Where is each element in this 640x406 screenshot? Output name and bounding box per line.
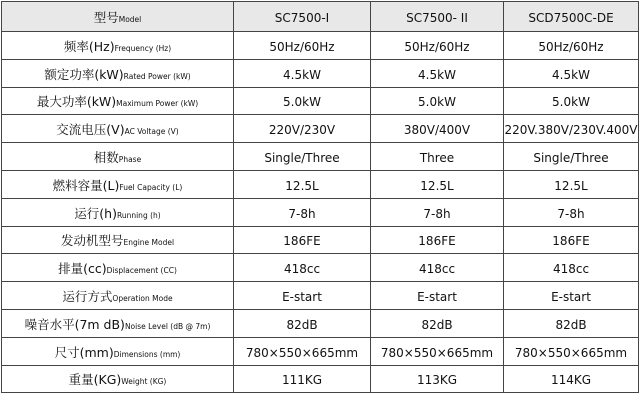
spec-value: 50Hz/60Hz: [538, 39, 604, 54]
spec-label-zh: 尺寸(mm): [54, 344, 114, 360]
spec-value-cell: [504, 365, 639, 393]
spec-value-cell: [234, 170, 371, 198]
spec-value-cell: [504, 143, 639, 171]
spec-value: 380V/400V: [403, 123, 471, 138]
spec-label-en: Weight (KG): [121, 377, 167, 387]
spec-value-cell: [371, 170, 504, 198]
spec-label-zh: 排量(cc): [58, 261, 107, 277]
spec-value-cell: [371, 198, 504, 226]
spec-value-cell: [371, 32, 504, 60]
spec-value-cell: [371, 143, 504, 171]
spec-value: 4.5kW: [418, 67, 456, 82]
spec-label-cell: [2, 226, 234, 254]
spec-value: 82dB: [555, 317, 587, 332]
table-row: [2, 198, 639, 226]
spec-value-cell: [504, 59, 639, 87]
spec-value: Three: [419, 151, 455, 166]
spec-label-zh: 重量(KG): [68, 372, 122, 388]
spec-label-en: AC Voltage (V): [124, 127, 179, 137]
spec-value-cell: [234, 59, 371, 87]
spec-value: 780×550×665mm: [514, 345, 628, 360]
spec-value: 418cc: [283, 262, 321, 277]
spec-label-cell: [2, 282, 234, 310]
spec-value: 114KG: [550, 373, 592, 388]
header-model-2: [371, 2, 504, 32]
spec-value-cell: [371, 309, 504, 337]
spec-value-cell: [371, 254, 504, 282]
model-name: SCD7500C-DE: [528, 11, 614, 25]
spec-label-zh: 发动机型号: [60, 233, 124, 249]
spec-value: 780×550×665mm: [245, 345, 359, 360]
table-row: [2, 59, 639, 87]
model-name: SC7500-I: [274, 11, 330, 25]
spec-value-cell: [234, 254, 371, 282]
spec-value: 186FE: [283, 234, 321, 249]
spec-value: 780×550×665mm: [380, 345, 494, 360]
spec-label-cell: [2, 309, 234, 337]
spec-value-cell: [371, 115, 504, 143]
spec-value-cell: [234, 282, 371, 310]
spec-value-cell: [504, 282, 639, 310]
spec-label-en: Noise Level (dB @ 7m): [124, 321, 211, 331]
model-name: SC7500- II: [406, 11, 468, 25]
spec-value: 82dB: [286, 317, 318, 332]
spec-label-zh: 相数: [93, 150, 119, 166]
header-model-3: [504, 2, 639, 32]
spec-label-cell: [2, 59, 234, 87]
spec-value-cell: [371, 226, 504, 254]
spec-label-cell: [2, 365, 234, 393]
spec-label-en: Maximum Power (kW): [116, 99, 199, 109]
spec-value: 5.0kW: [418, 95, 456, 110]
table-row: [2, 309, 639, 337]
spec-value-cell: [371, 337, 504, 365]
spec-value: 50Hz/60Hz: [269, 39, 335, 54]
spec-value-cell: [234, 198, 371, 226]
table-row: [2, 143, 639, 171]
spec-label-zh: 噪音水平(7m dB): [24, 316, 125, 332]
spec-value: 12.5L: [554, 178, 588, 193]
spec-value: 418cc: [418, 262, 456, 277]
spec-value: 82dB: [421, 317, 453, 332]
table-row: [2, 365, 639, 393]
spec-value: 220V/230V: [268, 123, 336, 138]
spec-label-en: Running (h): [116, 210, 161, 220]
spec-label-cell: [2, 198, 234, 226]
spec-value: 4.5kW: [283, 67, 321, 82]
spec-value-cell: [371, 282, 504, 310]
spec-value-cell: [504, 170, 639, 198]
spec-value: 7-8h: [423, 206, 451, 221]
spec-value-cell: [371, 87, 504, 115]
spec-value-cell: [504, 254, 639, 282]
spec-value: 220V.380V/230V.400V: [504, 123, 638, 138]
spec-value: 12.5L: [285, 178, 319, 193]
spec-value: E-start: [551, 290, 591, 305]
spec-label-zh: 燃料容量(L): [52, 177, 120, 193]
spec-value: 5.0kW: [283, 95, 321, 110]
spec-label-cell: [2, 87, 234, 115]
spec-value-cell: [234, 309, 371, 337]
spec-label-cell: [2, 254, 234, 282]
spec-label-en: Frequency (Hz): [114, 43, 172, 53]
spec-label-zh: 交流电压(V): [56, 122, 125, 138]
spec-label-zh: 最大功率(kW): [36, 94, 117, 110]
spec-value-cell: [234, 365, 371, 393]
spec-table: [1, 1, 639, 393]
spec-value-cell: [234, 32, 371, 60]
spec-value-cell: [504, 87, 639, 115]
spec-label-en: Dimensions (mm): [113, 349, 181, 359]
spec-value-cell: [371, 365, 504, 393]
spec-label-cell: [2, 170, 234, 198]
table-row: [2, 170, 639, 198]
table-row: [2, 87, 639, 115]
spec-value-cell: [371, 59, 504, 87]
spec-value: 50Hz/60Hz: [404, 39, 470, 54]
spec-label-en: Rated Power (kW): [123, 71, 191, 81]
spec-label-zh: 运行方式: [62, 289, 113, 305]
spec-label-en: Operation Mode: [112, 294, 173, 304]
table-row: [2, 32, 639, 60]
spec-value: Single/Three: [533, 151, 609, 166]
spec-value: Single/Three: [264, 151, 340, 166]
spec-value-cell: [234, 143, 371, 171]
spec-value-cell: [234, 226, 371, 254]
spec-label-en: Fuel Capacity (L): [119, 182, 183, 192]
spec-value: 12.5L: [420, 178, 454, 193]
spec-label-en: Phase: [118, 155, 142, 165]
spec-label-zh: 运行(h): [74, 205, 117, 221]
spec-value: 186FE: [552, 234, 590, 249]
spec-value: 111KG: [281, 373, 323, 388]
spec-value-cell: [504, 226, 639, 254]
spec-label-cell: [2, 143, 234, 171]
header-label-zh: 型号: [93, 10, 119, 25]
table-row: [2, 115, 639, 143]
spec-value-cell: [504, 337, 639, 365]
spec-label-en: Displacement (CC): [106, 266, 177, 276]
spec-value-cell: [504, 115, 639, 143]
spec-value: E-start: [417, 290, 457, 305]
spec-label-cell: [2, 337, 234, 365]
spec-label-cell: [2, 115, 234, 143]
table-row: [2, 282, 639, 310]
spec-value: 4.5kW: [552, 67, 590, 82]
header-label-en: Model: [118, 15, 142, 24]
header-model-1: [234, 2, 371, 32]
spec-value-cell: [234, 87, 371, 115]
spec-value: E-start: [282, 290, 322, 305]
table-row: [2, 254, 639, 282]
spec-value: 7-8h: [557, 206, 585, 221]
spec-value-cell: [234, 337, 371, 365]
header-row: [2, 2, 639, 32]
spec-label-zh: 额定功率(kW): [44, 66, 124, 82]
table-row: [2, 337, 639, 365]
spec-value-cell: [234, 115, 371, 143]
spec-value-cell: [504, 309, 639, 337]
spec-label-en: Engine Model: [123, 238, 175, 248]
spec-value: 186FE: [418, 234, 456, 249]
spec-value: 113KG: [416, 373, 458, 388]
spec-value: 418cc: [552, 262, 590, 277]
header-label-cell: [2, 2, 234, 32]
spec-label-cell: [2, 32, 234, 60]
spec-value-cell: [504, 198, 639, 226]
spec-value: 5.0kW: [552, 95, 590, 110]
table-row: [2, 226, 639, 254]
spec-value: 7-8h: [288, 206, 316, 221]
spec-label-zh: 频率(Hz): [63, 38, 115, 54]
spec-value-cell: [504, 32, 639, 60]
